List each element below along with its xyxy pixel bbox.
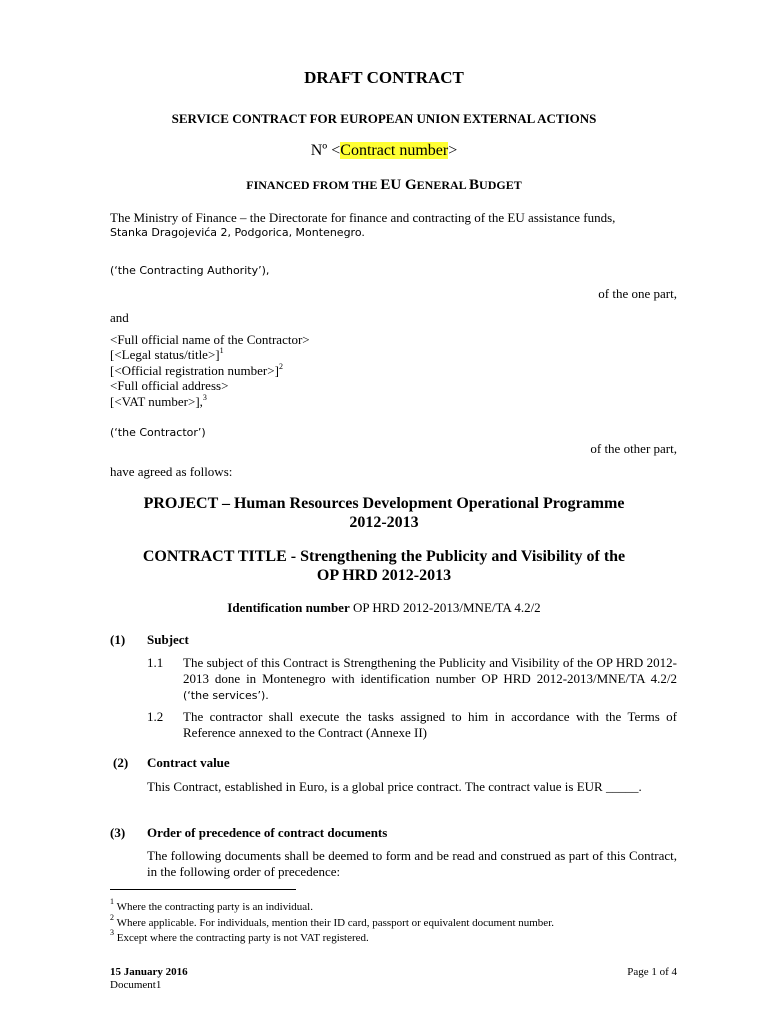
vat-text: [<VAT number>], [110,394,203,409]
footnote-1-number: 1 [110,897,114,907]
financed-text-c: ENERAL [416,178,470,192]
identification-value: OP HRD 2012-2013/MNE/TA 4.2/2 [349,600,541,615]
contract-title-line-1: CONTRACT TITLE - Strengthening the Publicity and Visibility of the [142,548,626,565]
contractor-name: <Full official name of the Contractor> [110,332,310,347]
footnote-ref-3: 3 [202,392,207,402]
contract-title-line-2: OP HRD 2012-2013 [316,567,452,584]
number-prefix: Nº < [310,142,341,159]
one-part-label: of the one part, [598,286,677,301]
ministry-line-1: The Ministry of Finance – the Directorate for finance and contracting of the EU assistance funds, [110,210,616,225]
clause-1-1-tail: (‘the services’). [183,689,269,702]
project-title-line-2: 2012-2013 [349,514,419,531]
contractor-label: (‘the Contractor’) [110,426,206,439]
other-part-label: of the other part, [590,441,677,456]
ministry-line-2: Stanka Dragojevića 2, Podgorica, Montenegro. [110,226,365,239]
registration-number [110,363,283,379]
document-title: DRAFT CONTRACT [304,68,464,87]
section-2-number: (2) [113,755,129,770]
footnote-2-number: 2 [110,913,114,923]
contract-title [0,547,768,585]
footnote-3 [110,928,369,944]
footer-date: 15 January 2016 [110,966,188,978]
footer-document-name: Document1 [110,979,162,991]
section-3-text: The following documents shall be deemed to form and be read and construed as part of this Contract, in the following order of precedence: [147,848,677,879]
vat-number [110,394,207,410]
section-1-number: (1) [110,632,126,647]
financed-line [0,177,768,194]
legal-status [110,347,224,363]
footer-page-number: Page 1 of 4 [627,966,677,978]
footnote-2-text: Where applicable. For individuals, mention their ID card, passport or equivalent document number. [116,917,554,929]
registration-text: [<Official registration number>] [110,363,279,378]
footnote-separator [110,889,296,890]
footnote-3-text: Except where the contracting party is not VAT registered. [116,932,369,944]
section-1-title: Subject [147,632,189,647]
footnote-2 [110,913,554,929]
clause-1-2-number: 1.2 [147,709,164,724]
section-2-text: This Contract, established in Euro, is a global price contract. The contract value is EUR _____. [147,779,642,794]
and-label: and [110,310,129,325]
clause-1-1-number: 1.1 [147,655,164,670]
footnote-1 [110,897,313,913]
section-3-number: (3) [110,825,126,840]
section-3-title: Order of precedence of contract documents [147,825,388,840]
identification-label: Identification number [227,600,350,615]
document-subtitle: SERVICE CONTRACT FOR EUROPEAN UNION EXTERNAL ACTIONS [171,111,597,126]
financed-text-e: UDGET [479,178,522,192]
contract-number-placeholder: Contract number [340,142,449,159]
legal-status-text: [<Legal status/title>] [110,347,220,362]
section-2-title: Contract value [147,755,230,770]
footnote-ref-1: 1 [219,345,224,355]
project-title [0,494,768,532]
financed-text-d: B [469,177,480,193]
footnote-1-text: Where the contracting party is an individual. [116,901,313,913]
agreed-label: have agreed as follows: [110,464,233,479]
financed-text-b: EU G [380,177,417,193]
project-title-line-1: PROJECT – Human Resources Development Operational Programme [143,495,625,512]
number-suffix: > [448,142,458,159]
footnote-ref-2: 2 [278,361,283,371]
footnote-3-number: 3 [110,928,114,938]
financed-text-a: FINANCED FROM THE [246,178,381,192]
contracting-authority-label: (‘the Contracting Authority’), [110,264,270,277]
identification-number [0,600,768,616]
official-address: <Full official address> [110,378,229,393]
clause-1-2-text: The contractor shall execute the tasks assigned to him in accordance with the Terms of Reference annexed to the Contract (Annexe II) [183,709,677,740]
clause-1-1-body: The subject of this Contract is Strengthening the Publicity and Visibility of the OP HRD 2012-2013 done in Montenegro with identification number OP HRD 2012-2013/MNE/TA 4.2/2 [183,655,677,686]
clause-1-1-text [183,655,677,704]
contract-number [0,142,768,160]
